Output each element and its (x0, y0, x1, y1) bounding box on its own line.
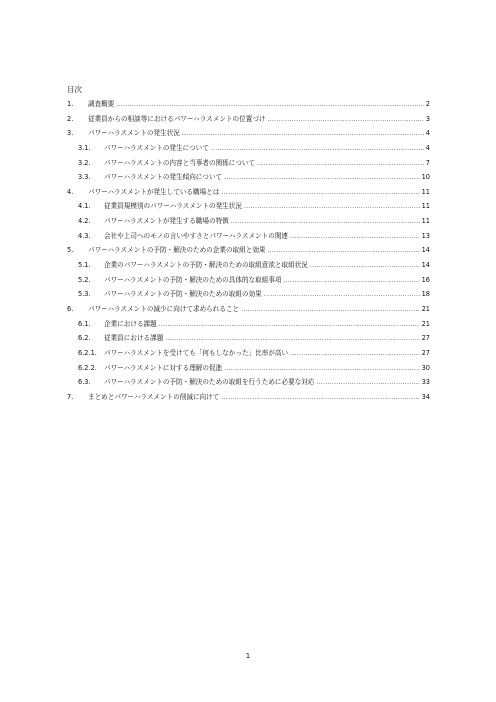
toc-dot-leader (224, 174, 420, 181)
toc-entry-title: 企業における課題 (104, 319, 157, 328)
toc-dot-leader (268, 116, 424, 123)
toc-entry-number: 7. (67, 392, 74, 401)
toc-entry-title: 従業員における課題 (104, 334, 164, 343)
toc-entry[interactable] (67, 288, 430, 303)
toc-entry-title: パワーハラスメントの発生について (104, 143, 209, 152)
toc-entry[interactable] (67, 215, 430, 230)
toc-entry-page: 4 (425, 143, 430, 152)
toc-entry-page: 34 (421, 392, 430, 401)
toc-dot-leader (211, 145, 424, 152)
toc-entry-number: 6.2.2. (78, 363, 97, 372)
toc-entry[interactable] (67, 376, 430, 391)
toc-entry[interactable] (67, 347, 430, 362)
toc-entry[interactable] (67, 142, 430, 157)
toc-entry-number: 4. (67, 187, 74, 196)
toc-entry[interactable] (67, 303, 430, 318)
toc-entry-number: 6. (67, 304, 74, 313)
toc-entry-number: 3.3. (78, 173, 91, 182)
toc-entry-number: 5.1. (78, 261, 91, 270)
toc-entry-title: パワーハラスメントに対する理解の促進 (104, 363, 223, 372)
toc-entry-page: 2 (425, 100, 430, 108)
toc-dot-leader (257, 160, 424, 167)
toc-entry-title: パワーハラスメントが発生する職場の特徴 (104, 217, 229, 226)
toc-entry-page: 3 (425, 114, 430, 123)
toc-entry-number: 5.3. (78, 290, 91, 299)
toc-dot-leader (290, 350, 420, 357)
toc-heading: 目次 (67, 85, 82, 94)
toc-dot-leader (116, 101, 423, 108)
toc-entry[interactable] (67, 127, 430, 142)
toc-entry[interactable] (67, 362, 430, 377)
toc-entry-page: 11 (421, 217, 430, 226)
toc-entry[interactable] (67, 391, 430, 406)
toc-entry-title: まとめとパワーハラスメントの削減に向けて (88, 392, 220, 401)
toc-entry-page: 21 (421, 304, 430, 313)
table-of-contents (67, 98, 430, 405)
toc-entry-number: 2. (67, 114, 74, 123)
toc-entry-number: 6.3. (78, 378, 91, 387)
toc-entry[interactable] (67, 200, 430, 215)
toc-entry-title: パワーハラスメントの予防・解決のための取組を行うために必要な対応 (104, 378, 315, 387)
toc-entry[interactable] (67, 230, 430, 245)
toc-dot-leader (268, 247, 420, 254)
toc-entry-title: 従業員からの相談等におけるパワーハラスメントの位置づけ (88, 114, 266, 123)
toc-entry-number: 3.1. (78, 143, 91, 152)
toc-entry-title: 従業員規模別のパワーハラスメントの発生状況 (104, 202, 242, 211)
toc-entry-number: 4.2. (78, 217, 91, 226)
toc-entry[interactable] (67, 244, 430, 259)
toc-entry-page: 11 (421, 202, 430, 211)
toc-entry-title: パワーハラスメントの予防・解決のための具体的な取組事項 (104, 275, 282, 284)
toc-entry-number: 5. (67, 246, 74, 255)
toc-entry-page: 18 (421, 290, 430, 299)
toc-entry-title: 調査概要 (88, 100, 115, 108)
toc-entry[interactable] (67, 186, 430, 201)
toc-entry-number: 4.1. (78, 202, 91, 211)
toc-dot-leader (221, 189, 419, 196)
toc-dot-leader (224, 365, 419, 372)
toc-entry-title: パワーハラスメントを受けても「何もしなかった」比率が高い (104, 348, 289, 357)
toc-entry-page: 10 (421, 173, 430, 182)
toc-entry-page: 14 (421, 261, 430, 270)
page-number: 1 (245, 652, 251, 660)
toc-entry-title: パワーハラスメントの予防・解決のための取組の効果 (104, 290, 262, 299)
toc-entry-page: 11 (421, 187, 430, 196)
toc-entry-number: 3.2. (78, 158, 91, 167)
toc-dot-leader (231, 218, 420, 225)
toc-entry-number: 6.2.1. (78, 348, 97, 357)
toc-entry-title: パワーハラスメントの予防・解決のための企業の取組と効果 (88, 246, 266, 255)
toc-entry-page: 27 (421, 348, 430, 357)
toc-entry-number: 6.2. (78, 334, 91, 343)
toc-entry-page: 7 (425, 158, 430, 167)
toc-dot-leader (316, 379, 419, 386)
toc-entry-page: 4 (425, 129, 430, 138)
toc-entry[interactable] (67, 113, 430, 128)
toc-dot-leader (284, 277, 420, 284)
toc-entry[interactable] (67, 318, 430, 333)
toc-dot-leader (241, 306, 419, 313)
toc-entry-title: パワーハラスメントの発生状況 (88, 129, 180, 138)
toc-entry-page: 21 (421, 319, 430, 328)
toc-dot-leader (221, 394, 419, 401)
toc-entry-title: 企業のパワーハラスメントの予防・解決のための取組意欲と取組状況 (104, 261, 308, 270)
toc-entry-title: パワーハラスメントの発生傾向について (104, 173, 223, 182)
toc-entry-title: 会社や上司へのモノの言いやすさとパワーハラスメントの関連 (104, 231, 289, 240)
toc-entry[interactable] (67, 274, 430, 289)
toc-dot-leader (310, 262, 420, 269)
toc-entry-title: パワーハラスメントが発生している職場とは (88, 187, 220, 196)
toc-entry-number: 1. (67, 100, 74, 108)
toc-entry-number: 5.2. (78, 275, 91, 284)
toc-entry-page: 27 (421, 334, 430, 343)
toc-entry[interactable] (67, 171, 430, 186)
toc-entry-number: 6.1. (78, 319, 91, 328)
toc-entry-page: 14 (421, 246, 430, 255)
toc-entry[interactable] (67, 98, 430, 113)
toc-entry-page: 30 (421, 363, 430, 372)
toc-dot-leader (165, 335, 419, 342)
toc-dot-leader (264, 291, 420, 298)
toc-entry-page: 33 (421, 378, 430, 387)
toc-entry-title: パワーハラスメントの減少に向けて求められること (88, 304, 240, 313)
toc-dot-leader (290, 233, 420, 240)
toc-entry-page: 16 (421, 275, 430, 284)
toc-entry-title: パワーハラスメントの内容と当事者の関係について (104, 158, 255, 167)
toc-dot-leader (182, 130, 424, 137)
toc-dot-leader (244, 203, 420, 210)
toc-entry-page: 13 (421, 231, 430, 240)
toc-entry-number: 4.3. (78, 231, 91, 240)
toc-entry[interactable] (67, 259, 430, 274)
toc-dot-leader (159, 321, 420, 328)
toc-entry[interactable] (67, 332, 430, 347)
toc-entry[interactable] (67, 157, 430, 172)
toc-entry-number: 3. (67, 129, 74, 138)
